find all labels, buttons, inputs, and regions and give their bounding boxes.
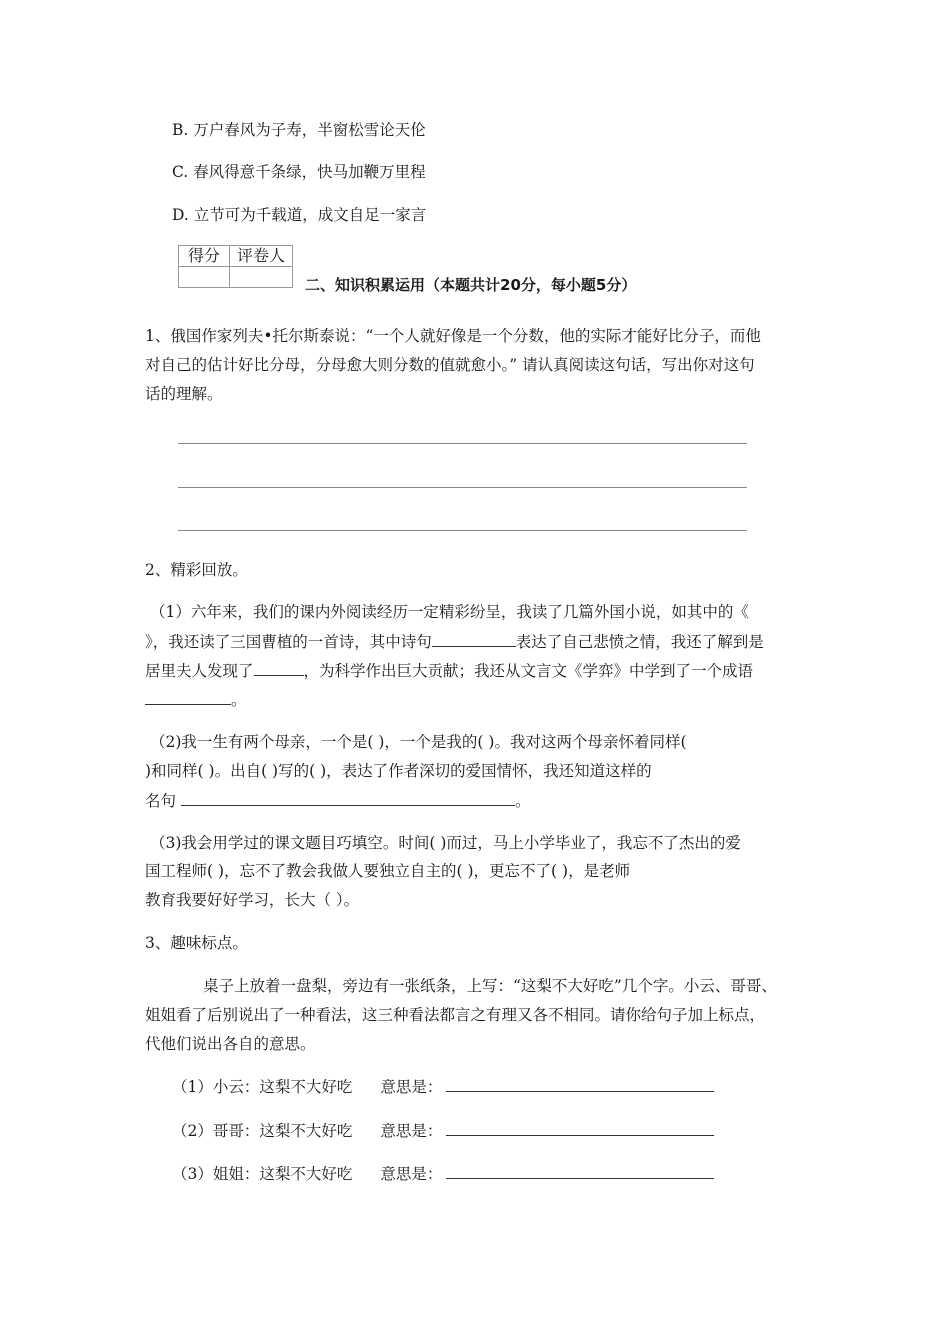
q3-item-2-answer[interactable] — [446, 1121, 714, 1136]
option-b: B. 万户春风为子寿，半窗松雪论天伦 — [172, 121, 426, 139]
q2-p2-text-b: 。 — [514, 792, 531, 810]
q3-para-line-2: 姐姐看了后别说出了一种看法，这三种看法都言之有理又各不相同。请你给句子加上标点， — [145, 1006, 766, 1024]
blank-idiom[interactable] — [145, 688, 231, 705]
answer-line-3[interactable] — [178, 530, 747, 531]
q2-p3-line-2: 国工程师( )，忘不了教会我做人要独立自主的( )，更忘不了( )，是老师 — [145, 862, 631, 880]
section-heading: 二、知识积累运用（本题共计20分，每小题5分） — [305, 276, 637, 294]
option-c: C. 春风得意千条绿，快马加鞭万里程 — [172, 163, 426, 181]
answer-line-1[interactable] — [178, 443, 747, 444]
q2-p1-text-d: ，为科学作出巨大贡献；我还从文言文《学弈》中学到了一个成语 — [303, 662, 754, 680]
q3-item-2-meaning: 意思是： — [380, 1122, 443, 1140]
answer-line-2[interactable] — [178, 487, 747, 488]
q2-p1-line-2 — [145, 630, 764, 653]
blank-famous-quote[interactable] — [181, 789, 515, 806]
q2-p1-text-e: 。 — [231, 691, 247, 709]
q2-title: 2、精彩回放。 — [145, 561, 248, 579]
q3-item-3-meaning: 意思是： — [380, 1165, 443, 1183]
q3-item-2 — [172, 1120, 714, 1142]
q2-p1-line-4 — [145, 688, 247, 711]
q3-para-line-3: 代他们说出各自的意思。 — [145, 1035, 316, 1053]
q3-item-1-label: （1）小云：这梨不大好吃 — [172, 1078, 353, 1096]
grader-cell[interactable] — [230, 267, 293, 288]
option-d: D. 立节可为千载道，成文自足一家言 — [172, 206, 427, 224]
q2-p2-line-1: （2)我一生有两个母亲，一个是( )，一个是我的( )。我对这两个母亲怀着同样( — [150, 733, 687, 751]
q2-p3-line-3: 教育我要好好学习，长大（ ）。 — [145, 891, 360, 909]
q3-title: 3、趣味标点。 — [145, 934, 248, 952]
q3-item-3-answer[interactable] — [446, 1164, 714, 1179]
q2-p2-line-2: )和同样( )。出自( )写的( )，表达了作者深切的爱国情怀，我还知道这样的 — [145, 762, 652, 780]
q2-p1-text-a: 》，我还读了三国曹植的一首诗，其中诗句 — [145, 633, 432, 651]
blank-discovery[interactable] — [254, 659, 304, 676]
q3-item-3-label: （3）姐姐：这梨不大好吃 — [172, 1165, 353, 1183]
q2-p1-text-c: 居里夫人发现了 — [145, 662, 254, 680]
q3-item-1-answer[interactable] — [446, 1077, 714, 1092]
score-header: 得分 — [179, 246, 230, 267]
score-table — [178, 245, 293, 288]
q1-line-1: 1、俄国作家列夫•托尔斯泰说：“一个人就好像是一个分数，他的实际才能好比分子，而他 — [145, 327, 761, 345]
q1-line-3: 话的理解。 — [145, 385, 223, 403]
q3-item-1-meaning: 意思是： — [380, 1078, 443, 1096]
q2-p1-text-b: 表达了自己悲愤之情，我还了解到是 — [515, 633, 764, 651]
q2-p2-line-3 — [145, 789, 530, 812]
q2-p1-line-3 — [145, 659, 753, 682]
q2-p3-line-1: （3)我会用学过的课文题目巧填空。时间( )而过，马上小学毕业了，我忘不了杰出的爱 — [150, 834, 741, 852]
q2-p2-text-a: 名句 — [145, 792, 181, 810]
q2-p1-line-1: （1）六年来，我们的课内外阅读经历一定精彩纷呈，我读了几篇外国小说，如其中的《 — [150, 603, 749, 621]
q3-item-3 — [172, 1163, 714, 1185]
grader-header: 评卷人 — [230, 246, 293, 267]
q3-item-1 — [172, 1076, 714, 1098]
q3-item-2-label: （2）哥哥：这梨不大好吃 — [172, 1122, 353, 1140]
q3-para-line-1: 桌子上放着一盘梨，旁边有一张纸条，上写：“这梨不大好吃”几个字。小云、哥哥、 — [203, 977, 777, 995]
score-cell[interactable] — [179, 267, 230, 288]
q1-line-2: 对自己的估计好比分母，分母愈大则分数的值就愈小。” 请认真阅读这句话，写出你对这句 — [145, 356, 755, 374]
blank-poem-line[interactable] — [432, 630, 516, 647]
